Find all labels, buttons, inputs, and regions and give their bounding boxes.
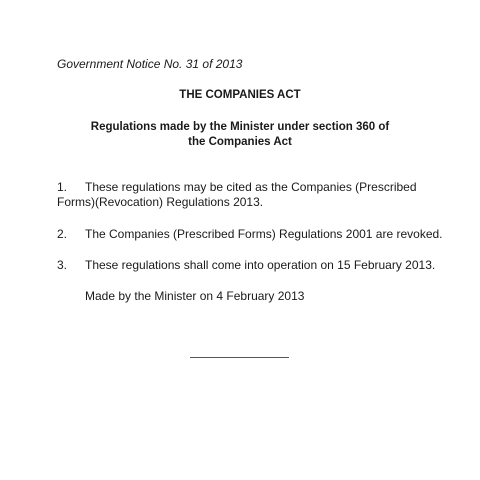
signature-line — [190, 357, 289, 358]
paragraph-1-text: These regulations may be cited as the Companies (Prescribed Forms)(Revocation) Regulations 2013. — [57, 180, 417, 209]
paragraph-1-number: 1. — [57, 180, 68, 194]
act-title: THE COMPANIES ACT — [179, 89, 301, 101]
regulations-heading-line-1: Regulations made by the Minister under section 360 of — [90, 121, 390, 133]
made-by-statement: Made by the Minister on 4 February 2013 — [85, 289, 305, 303]
government-notice-number: Government Notice No. 31 of 2013 — [57, 57, 243, 71]
regulations-heading — [0, 120, 480, 150]
paragraph-2-text: The Companies (Prescribed Forms) Regulations 2001 are revoked. — [85, 227, 443, 241]
paragraph-1 — [57, 180, 437, 210]
paragraph-2-number: 2. — [57, 227, 68, 241]
regulations-heading-line-2: the Companies Act — [188, 136, 292, 148]
paragraph-2 — [57, 227, 443, 242]
paragraph-3-number: 3. — [57, 258, 68, 272]
paragraph-3 — [57, 258, 437, 273]
paragraph-3-text: These regulations shall come into operation on 15 February 2013. — [85, 258, 436, 272]
